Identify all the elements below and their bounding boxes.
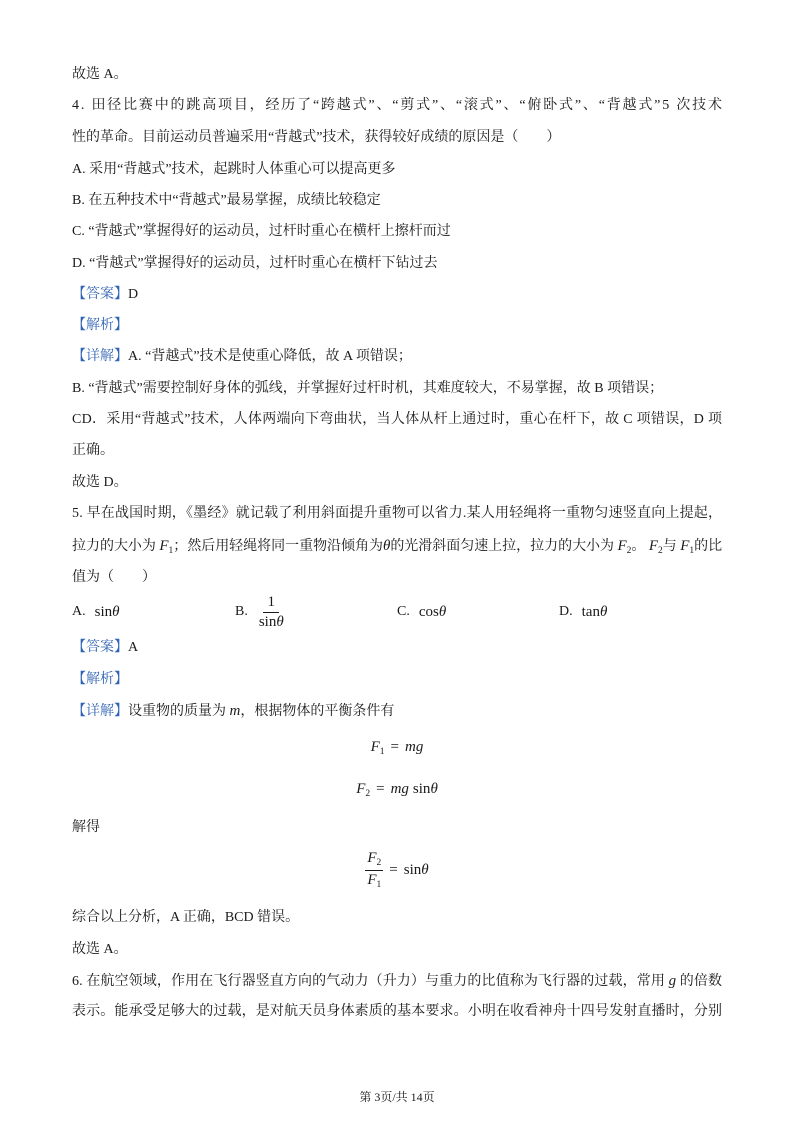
ratio-fraction (365, 849, 383, 892)
stem-text: 的倍数 (676, 974, 723, 989)
sin-function: sin (403, 861, 422, 878)
q5-stem-line-1: 5. 早在战国时期，《墨经》就记载了利用斜面提升重物可以省力.某人用轻绳将一重物匀速竖直向上提起， (72, 506, 723, 521)
stem-text: 6. 在航空领域，作用在飞行器竖直方向的气动力（升力）与重力的比值称为飞行器的过载，常用 (72, 974, 669, 989)
force-symbol: F (356, 781, 366, 797)
option-label: D. (559, 604, 573, 619)
q5-stem-line-3: 值为（ ） (72, 570, 156, 585)
angle-symbol: θ (421, 861, 429, 878)
q3-conclusion: 故选 A。 (72, 67, 128, 82)
subscript: 1 (379, 747, 385, 757)
equation-1 (0, 736, 794, 758)
q4-detail-line-4: 正确。 (72, 443, 114, 458)
q5-answer (72, 638, 138, 658)
force-symbol: F (367, 849, 377, 866)
gravity-symbol: g (668, 973, 677, 989)
force-symbol: F (680, 538, 690, 554)
q4-stem-line-2: 性的革命。目前运动员普遍采用“背越式”技术，获得较好成绩的原因是（ ） (72, 130, 561, 145)
q4-stem-line-1: 4. 田径比赛中的跳高项目，经历了“跨越式”、“剪式”、“滚式”、“俯卧式”、“背越式”5 次技术 (72, 98, 724, 113)
sin-function: sin (258, 613, 277, 630)
q4-option-c: C. “背越式”掌握得好的运动员，过杆时重心在横杆上擦杆而过 (72, 224, 451, 239)
detail-text: ，根据物体的平衡条件有 (240, 704, 395, 719)
subscript: 2 (658, 546, 663, 556)
force-symbol: F (617, 538, 627, 554)
page-footer: 第 3页/共 14页 (359, 1090, 435, 1104)
detail-label: 【详解】 (72, 349, 128, 364)
q5-option-c (397, 590, 446, 634)
answer-label: 【答案】 (72, 640, 128, 655)
fraction-numerator: 1 (263, 593, 279, 613)
angle-symbol: θ (599, 603, 608, 620)
q4-detail-line-2: B. “背越式”需要控制好身体的弧线，并掌握好过杆时机，其难度较大，不易掌握，故 B 项错误； (72, 381, 664, 396)
q6-stem-line-1 (72, 971, 722, 991)
equals-sign: = (389, 861, 398, 878)
q4-option-b: B. 在五种技术中“背越式”最易掌握，成绩比较稳定 (72, 193, 381, 208)
equation-3 (0, 848, 794, 892)
mass-symbol: m (229, 703, 241, 719)
fraction (257, 593, 286, 632)
detail-text: 设重物的质量为 (128, 704, 230, 719)
q6-stem-line-2: 表示。能承受足够大的过载，是对航天员身体素质的基本要求。小明在收看神舟十四号发射直播时，分别 (72, 1004, 723, 1019)
sin-function: sin (412, 781, 431, 797)
cos-function: cos (418, 603, 439, 620)
q5-option-a (72, 590, 120, 634)
equals-sign: = (390, 739, 400, 755)
answer-label: 【答案】 (72, 287, 128, 302)
tan-function: tan (581, 603, 600, 620)
equals-sign: = (376, 781, 385, 797)
q4-option-d: D. “背越式”掌握得好的运动员，过杆时重心在横杆下钻过去 (72, 256, 438, 271)
stem-text: 的比 (694, 539, 723, 554)
detail-text: A. “背越式”技术是使重心降低，故 A 项错误； (128, 349, 412, 364)
force-symbol: F (159, 538, 169, 554)
q4-option-a: A. 采用“背越式”技术，起跳时人体重心可以提高更多 (72, 162, 396, 177)
answer-value: D (128, 287, 139, 302)
stem-text: 。 (631, 539, 649, 554)
stem-text: 的光滑斜面匀速上拉，拉力的大小为 (390, 539, 618, 554)
q5-stem-line-2 (72, 536, 722, 556)
subscript: 1 (168, 546, 174, 556)
angle-symbol: θ (430, 781, 438, 797)
stem-text: 拉力的大小为 (72, 539, 160, 554)
q4-detail-line-1 (72, 347, 412, 367)
force-symbol: F (648, 538, 659, 554)
q5-analysis-label: 【解析】 (72, 672, 128, 687)
answer-value: A (128, 640, 139, 655)
solve-label: 解得 (72, 820, 100, 835)
q5-conclusion: 故选 A。 (72, 942, 128, 957)
option-label: A. (72, 604, 86, 619)
fraction-numerator (365, 849, 383, 871)
angle-symbol: θ (112, 603, 120, 620)
q4-analysis-label: 【解析】 (72, 318, 128, 333)
q4-conclusion: 故选 D。 (72, 475, 128, 490)
fraction-denominator (365, 871, 383, 892)
angle-symbol: θ (382, 538, 391, 554)
q5-detail-intro (72, 701, 394, 721)
force-symbol: F (367, 871, 377, 888)
subscript: 2 (365, 789, 371, 799)
force-symbol: F (370, 739, 380, 755)
q5-option-b (235, 590, 286, 634)
subscript: 2 (626, 546, 632, 556)
q4-answer (72, 285, 138, 305)
option-label: C. (397, 604, 410, 619)
subscript: 1 (689, 546, 695, 556)
stem-text: ；然后用轻绳将同一重物沿倾角为 (173, 539, 383, 554)
equation-2 (0, 778, 794, 800)
detail-label: 【详解】 (72, 704, 128, 719)
fraction-denominator (257, 613, 286, 632)
option-label: B. (235, 604, 248, 619)
subscript: 1 (376, 879, 382, 890)
angle-symbol: θ (438, 603, 447, 620)
q5-summary: 综合以上分析，A 正确，BCD 错误。 (72, 910, 300, 925)
sin-function: sin (94, 603, 113, 620)
q5-option-d (559, 590, 607, 634)
stem-text: 与 (662, 539, 681, 554)
subscript: 2 (376, 857, 382, 868)
weight-term: mg (390, 781, 409, 797)
angle-symbol: θ (276, 613, 284, 630)
q4-detail-line-3: CD．采用“背越式”技术，人体两端向下弯曲状，当人体从杆上通过时，重心在杆下，故 C 项错误，D 项 (72, 412, 723, 427)
weight-term: mg (405, 739, 424, 755)
